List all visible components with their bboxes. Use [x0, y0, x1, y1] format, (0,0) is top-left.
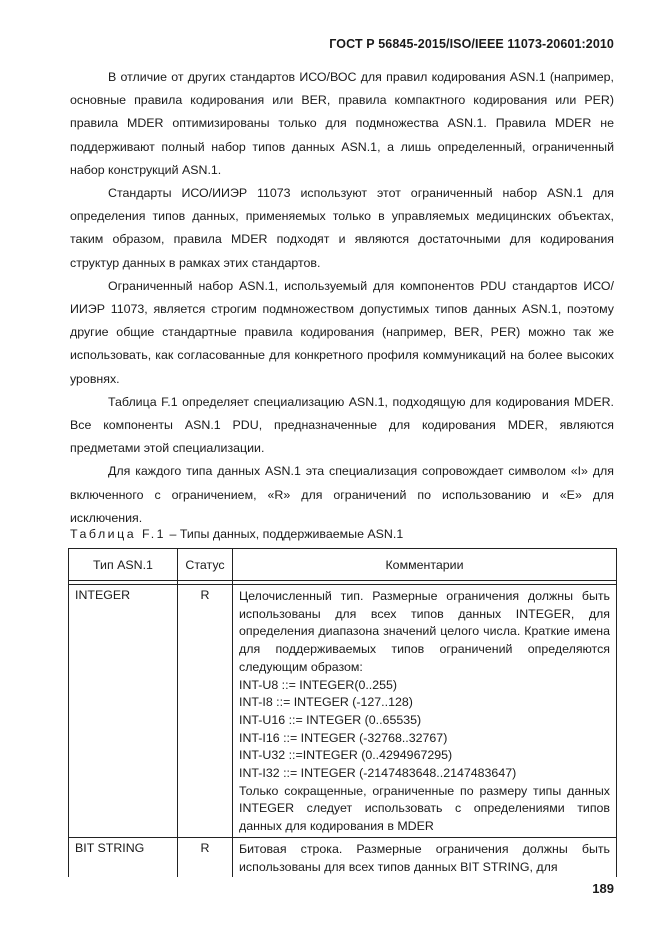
cell-type: INTEGER [69, 585, 178, 838]
comment-intro: Битовая строка. Размерные ограничения должны быть использованы для всех типов данных BIT STRING, для [239, 841, 610, 874]
table-header-row [69, 549, 617, 581]
comment-line: INT-I8 ::= INTEGER (-127..128) [239, 695, 413, 710]
data-types-table [68, 548, 617, 877]
table-row [69, 837, 617, 877]
column-header-comments: Комментарии [233, 549, 617, 581]
comment-line: INT-I32 ::= INTEGER (-2147483648..2147483647) [239, 766, 517, 781]
cell-status: R [178, 837, 233, 877]
paragraph: В отличие от других стандартов ИСО/ВОС для правил кодирования ASN.1 (например, основные правила кодирования или BER, правила компактного кодирования или PER) правила MDER оптимизированы только для подмножества ASN.1. Правила MDER не поддерживают полный набор типов данных ASN.1, а лишь определенный, ограниченный набор конструкций ASN.1. [70, 70, 614, 177]
column-header-status: Статус [178, 549, 233, 581]
paragraph: Ограниченный набор ASN.1, используемый для компонентов PDU стандартов ИСО/ИИЭР 11073, является строгим подмножеством допустимых типов данных ASN.1, поэтому другие общие стандартные правила кодирования (например, BER, PER) можно так же использовать, как согласованные для конкретного профиля коммуникаций на более высоких уровнях. [70, 278, 614, 386]
comment-line: INT-U8 ::= INTEGER(0..255) [239, 677, 398, 692]
paragraph: Для каждого типа данных ASN.1 эта специализация сопровождает символом «I» для включенного с ограничением, «R» для ограничений по использованию и «E» для исключения. [70, 464, 614, 525]
document-header: ГОСТ Р 56845-2015/ISO/IEEE 11073-20601:2010 [329, 37, 614, 51]
comment-intro: Целочисленный тип. Размерные ограничения должны быть использованы для всех типов данных INTEGER, для определения диапазона значений целого числа. Краткие имена для поддерживаемых типов ограничений определяются следующим образом: [239, 589, 610, 674]
table-row [69, 585, 617, 838]
comment-line: INT-U16 ::= INTEGER (0..65535) [239, 712, 422, 727]
comment-outro: Только сокращенные, ограниченные по размеру типы данных INTEGER следует использовать с определениями типов данных для кодирования в MDER [239, 783, 610, 834]
table-caption [70, 527, 403, 541]
column-header-type: Тип ASN.1 [69, 549, 178, 581]
cell-status: R [178, 585, 233, 838]
paragraph: Таблица F.1 определяет специализацию ASN.1, подходящую для кодирования MDER. Все компоненты ASN.1 PDU, предназначенные для кодирования MDER, являются предметами этой специализации. [70, 394, 614, 456]
page-number: 189 [592, 881, 614, 896]
comment-line: INT-U32 ::=INTEGER (0..4294967295) [239, 748, 453, 763]
table-caption-title: – Типы данных, поддерживаемые ASN.1 [166, 527, 404, 541]
cell-comment [233, 837, 617, 877]
cell-type: BIT STRING [69, 837, 178, 877]
table-caption-label: Таблица F.1 [70, 527, 167, 541]
paragraph: Стандарты ИСО/ИИЭР 11073 используют этот ограниченный набор ASN.1 для определения типов данных, применяемых только в управляемых медицинских объектах, таким образом, правила MDER подходят и являются достаточными для кодирования структур данных в рамках этих стандартов. [70, 186, 614, 270]
comment-line: INT-I16 ::= INTEGER (-32768..32767) [239, 730, 448, 745]
cell-comment [233, 585, 617, 838]
body-text [70, 66, 614, 530]
